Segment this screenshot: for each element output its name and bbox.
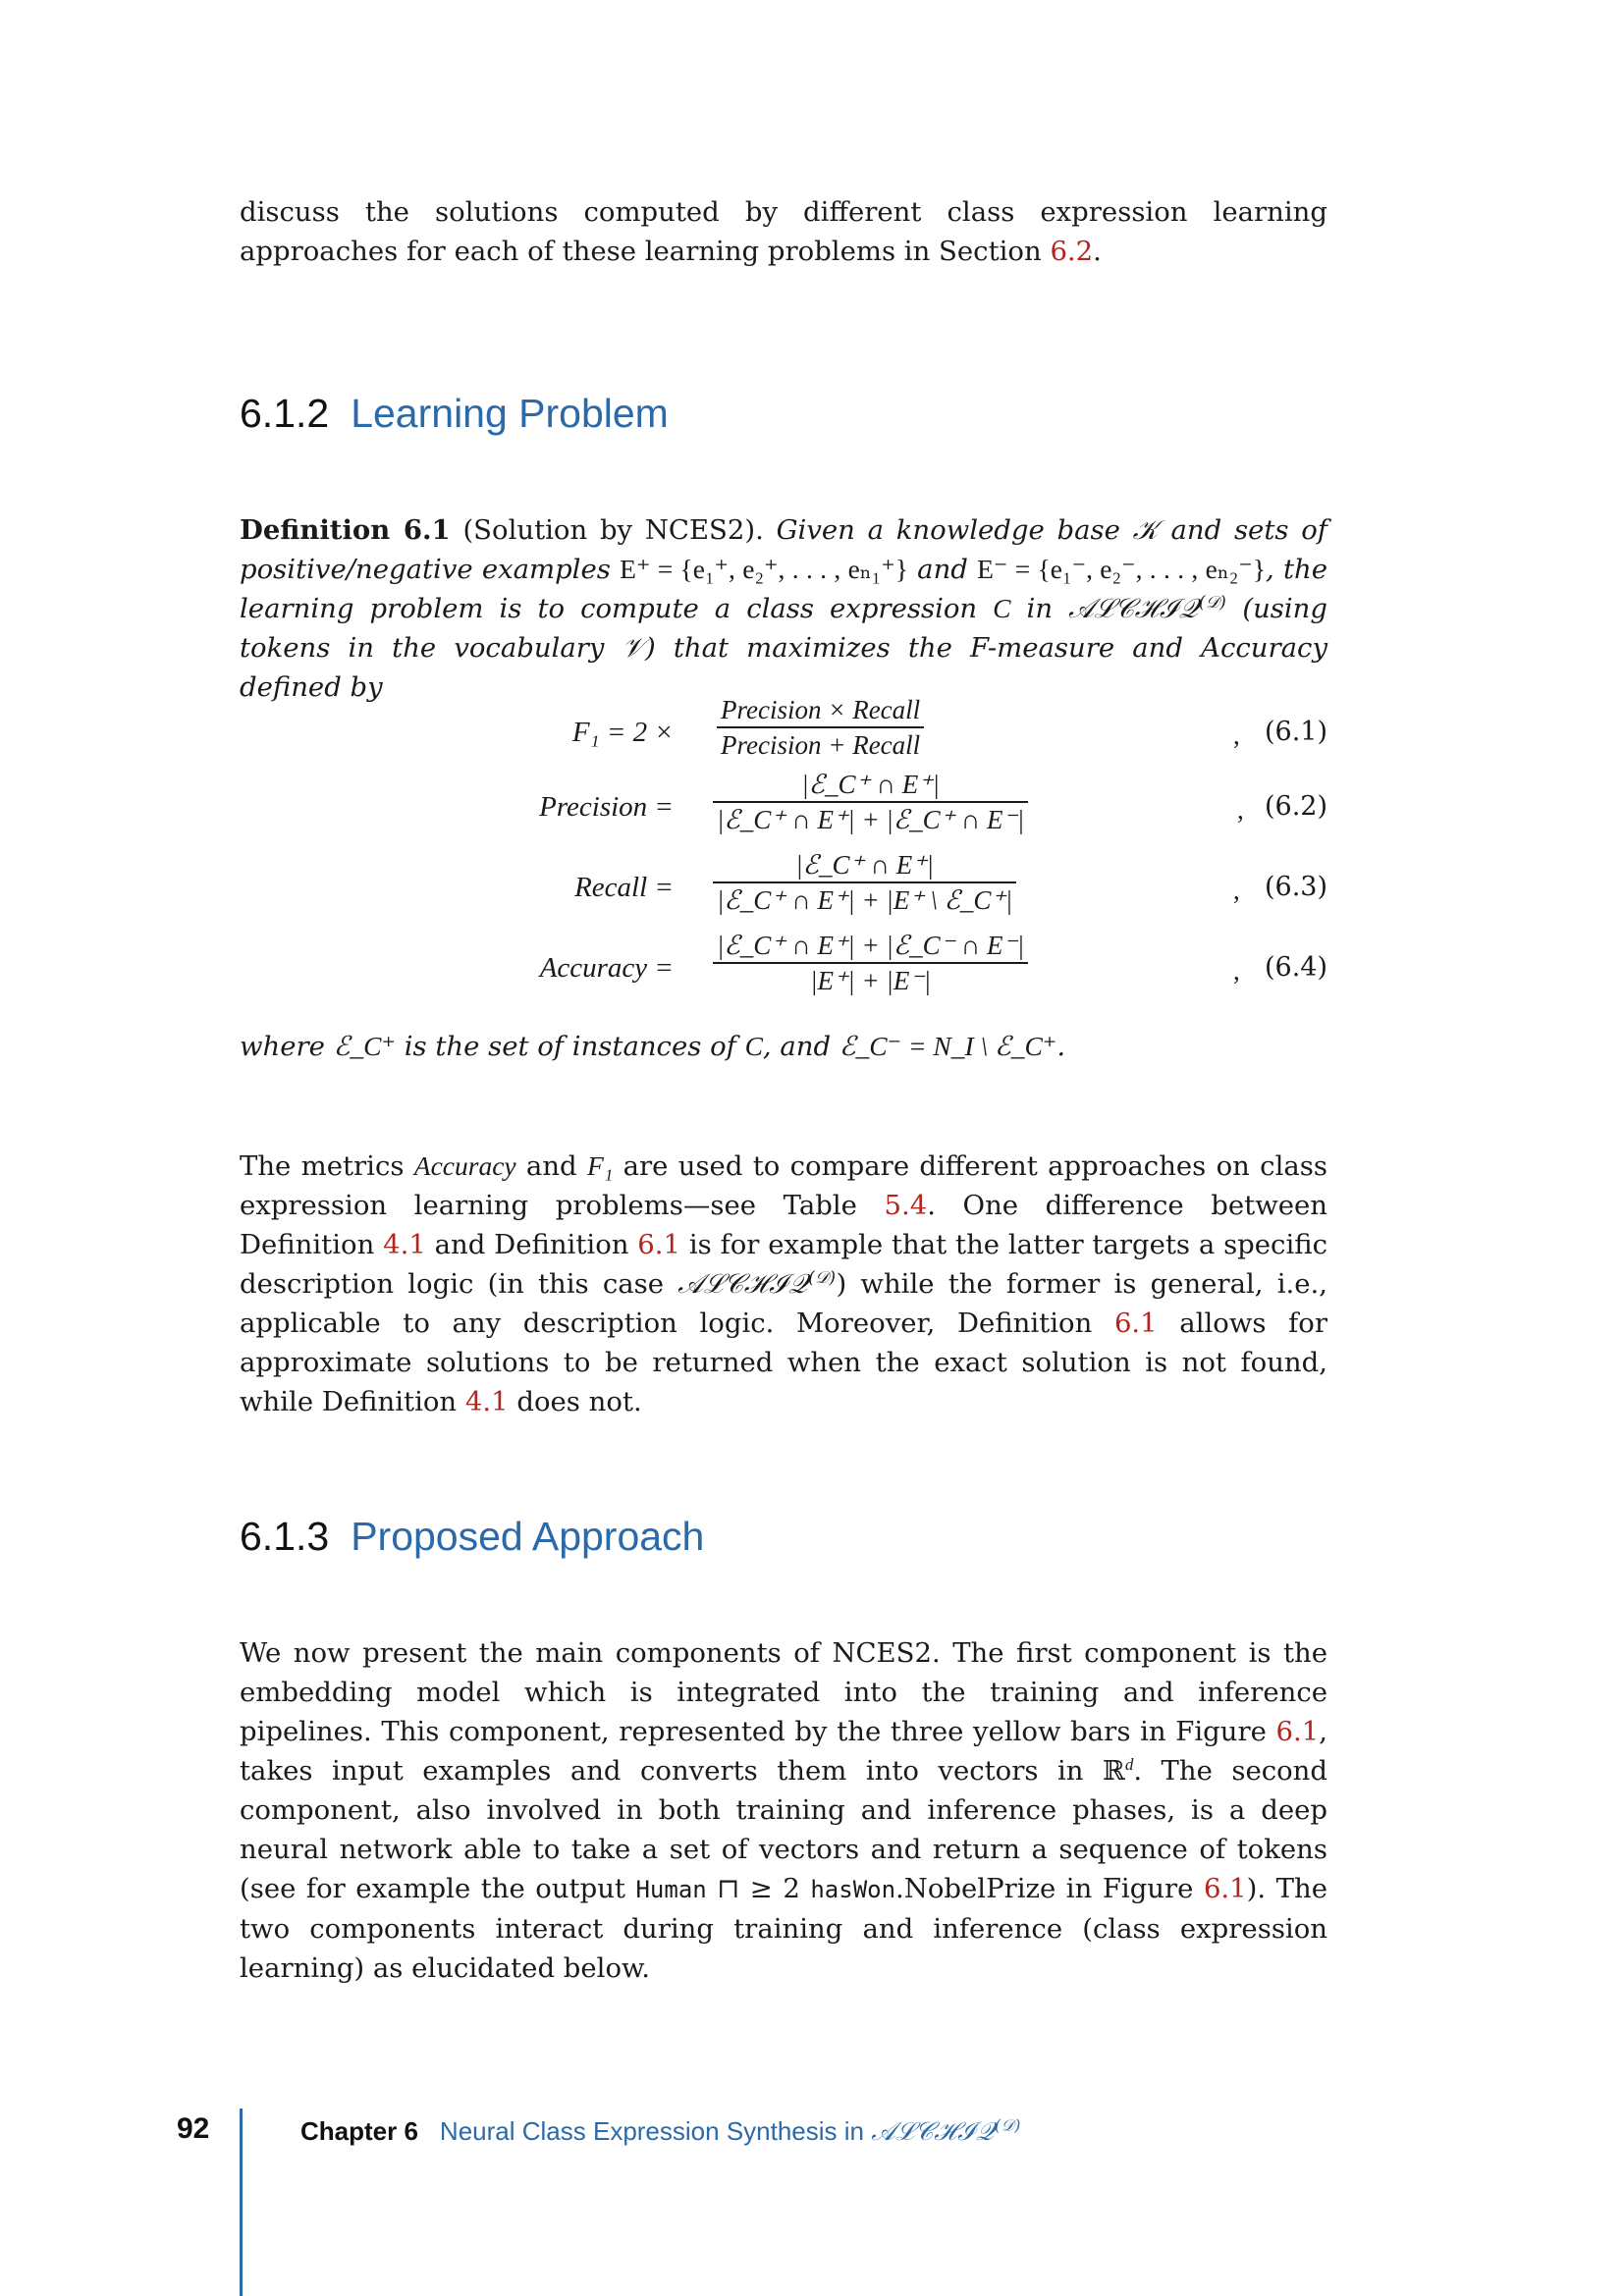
body-text: are used to compare different approaches on class expression learning problems—see Table <box>240 1150 1327 1221</box>
equation-numerator: |ℰ_C⁺ ∩ E⁺| + |ℰ_C⁻ ∩ E⁻| <box>717 931 1025 960</box>
equation-denominator: |ℰ_C⁺ ∩ E⁺| + |E⁺ \ ℰ_C⁺| <box>717 884 1013 915</box>
equation-number: (6.2) <box>1264 791 1327 822</box>
definition-text: in <box>1010 593 1069 624</box>
intro-text: discuss the solutions computed by different class expression learning approaches for each of these learning problems in Section <box>240 196 1327 267</box>
footer-logic: 𝒜ℒ𝒞ℋℐ𝒬 <box>871 2117 995 2147</box>
equation-fraction <box>717 693 924 762</box>
definition-block <box>240 510 1327 707</box>
equation-comma: , <box>1233 876 1240 905</box>
definition-text: ) that maximizes the F-measure and Accuracy defined by <box>240 632 1327 703</box>
body-text: and <box>515 1150 587 1182</box>
body-text: and Definition <box>425 1229 638 1260</box>
where-text: . <box>1056 1031 1066 1062</box>
body-text: ). The two components interact during training and inference (class expression learning) as elucidated below. <box>240 1873 1327 1984</box>
equation-fraction <box>713 929 1028 997</box>
equation-denominator: |ℰ_C⁺ ∩ E⁺| + |ℰ_C⁺ ∩ E⁻| <box>717 804 1025 834</box>
table-ref-link[interactable]: 5.4 <box>884 1190 928 1221</box>
positive-examples-set: E⁺ = {e₁⁺, e₂⁺, . . . , eₙ₁⁺} <box>620 554 908 584</box>
equation-lhs: Recall = <box>574 872 674 903</box>
section-number: 6.1.3 <box>240 1514 330 1559</box>
equation-numerator: |ℰ_C⁺ ∩ E⁺| <box>795 850 934 880</box>
footer-logic-superscript: (𝒟) <box>995 2115 1021 2135</box>
body-text: ) while the former is general, i.e., applicable to any description logic. Moreover, Definition <box>240 1268 1328 1339</box>
equation-row <box>240 693 1327 768</box>
intro-paragraph <box>240 192 1327 271</box>
metrics-paragraph <box>240 1147 1327 1421</box>
body-text: does not. <box>508 1386 642 1417</box>
logic-name: 𝒜ℒ𝒞ℋℐ𝒬 <box>677 1268 809 1300</box>
equation-lhs: F₁ = 2 × <box>571 717 674 748</box>
definition-ref-link[interactable]: 6.1 <box>637 1229 681 1260</box>
equation-number: (6.1) <box>1264 717 1327 747</box>
kb-symbol: 𝒦 <box>1132 514 1159 546</box>
body-text: is for example that the latter targets a specific description logic (in this case <box>240 1229 1327 1300</box>
dimension-superscript: d <box>1124 1754 1134 1774</box>
body-text: , takes input examples and converts them into vectors in <box>240 1716 1327 1787</box>
equation-fraction <box>713 848 1016 917</box>
equation-numerator: |ℰ_C⁺ ∩ E⁺| <box>801 770 940 799</box>
footer-chapter: Chapter 6 <box>300 2116 418 2146</box>
equation-row <box>240 929 1327 1003</box>
where-text: where <box>240 1031 334 1062</box>
definition-ref-link[interactable]: 4.1 <box>383 1229 426 1260</box>
equation-comma: , <box>1233 956 1240 986</box>
footer-divider <box>240 2109 243 2296</box>
section-title: Learning Problem <box>351 391 669 436</box>
section-heading-proposed-approach <box>240 1514 704 1560</box>
section-title: Proposed Approach <box>351 1514 705 1559</box>
equation-denominator: |E⁺| + |E⁻| <box>810 965 932 995</box>
definition-text: and sets of positive/negative examples <box>240 514 1327 585</box>
code-role: hasWon <box>810 1876 896 1903</box>
equation-number: (6.4) <box>1264 952 1327 983</box>
negative-instance-formula: ℰ_C⁻ = N_I \ ℰ_C⁺ <box>839 1031 1057 1061</box>
intro-end: . <box>1093 236 1102 267</box>
equation-row <box>240 848 1327 923</box>
class-expression-symbol: C <box>744 1031 763 1061</box>
approach-paragraph <box>240 1633 1327 1988</box>
figure-ref-link[interactable]: 6.1 <box>1275 1716 1320 1747</box>
definition-name: (Solution by NCES2). <box>462 514 764 546</box>
where-text: is the set of instances of <box>395 1031 745 1062</box>
class-expression-symbol: C <box>993 593 1011 623</box>
real-numbers-symbol: ℝ <box>1102 1755 1125 1787</box>
body-text: . One difference between Definition <box>240 1190 1327 1260</box>
equation-number: (6.3) <box>1264 872 1327 902</box>
body-text: The metrics <box>240 1150 414 1182</box>
vocabulary-symbol: 𝒱 <box>622 632 645 664</box>
f1-symbol: F₁ <box>586 1150 614 1181</box>
body-text: allows for approximate solutions to be returned when the exact solution is not found, while Definition <box>240 1308 1328 1417</box>
page-number: 92 <box>177 2112 210 2145</box>
equation-numerator: Precision × Recall <box>721 695 921 724</box>
definition-label: Definition 6.1 <box>240 514 451 546</box>
accuracy-symbol: Accuracy <box>413 1150 516 1181</box>
body-text: .NobelPrize in Figure <box>895 1873 1204 1904</box>
definition-ref-link[interactable]: 6.1 <box>1113 1308 1158 1339</box>
code-concept: Human <box>635 1876 707 1903</box>
negative-examples-set: E⁻ = {e₁⁻, e₂⁻, . . . , eₙ₂⁻} <box>977 554 1267 584</box>
definition-text: Given a knowledge base <box>776 514 1133 546</box>
equation-lhs: Precision = <box>539 791 674 823</box>
logic-superscript: (𝒟) <box>1198 592 1227 613</box>
logic-superscript: (𝒟) <box>808 1267 837 1288</box>
logic-name: 𝒜ℒ𝒞ℋℐ𝒬 <box>1068 593 1199 624</box>
section-number: 6.1.2 <box>240 391 330 436</box>
definition-text: , the learning problem is to compute a class expression <box>240 554 1327 624</box>
section-heading-learning-problem <box>240 391 669 437</box>
equation-lhs: Accuracy = <box>539 952 674 984</box>
definition-text: and <box>907 554 978 585</box>
where-text: , and <box>762 1031 839 1062</box>
equation-denominator: Precision + Recall <box>721 729 921 760</box>
body-text: . The second component, also involved in both training and inference phases, is a deep neural network able to take a set of vectors and return a sequence of tokens (see for example the output <box>240 1755 1327 1904</box>
equation-comma: , <box>1233 721 1240 750</box>
footer-title: Neural Class Expression Synthesis in <box>439 2116 872 2146</box>
instance-set-symbol: ℰ_C⁺ <box>333 1031 396 1061</box>
equation-row <box>240 768 1327 842</box>
definition-ref-link[interactable]: 4.1 <box>464 1386 509 1417</box>
section-ref-link[interactable]: 6.2 <box>1050 236 1094 267</box>
where-clause <box>240 1027 1327 1066</box>
equation-fraction <box>713 768 1028 836</box>
operator-text: ⊓ ≥ 2 <box>706 1873 811 1904</box>
equation-comma: , <box>1237 795 1244 825</box>
definition-text: (using tokens in the vocabulary <box>240 593 1327 664</box>
running-footer <box>300 2116 1021 2148</box>
figure-ref-link[interactable]: 6.1 <box>1203 1873 1247 1904</box>
body-text: We now present the main components of NCES2. The first component is the embedding model which is integrated into the training and inference pipelines. This component, represented by the three yellow bars in Figure <box>240 1637 1327 1747</box>
